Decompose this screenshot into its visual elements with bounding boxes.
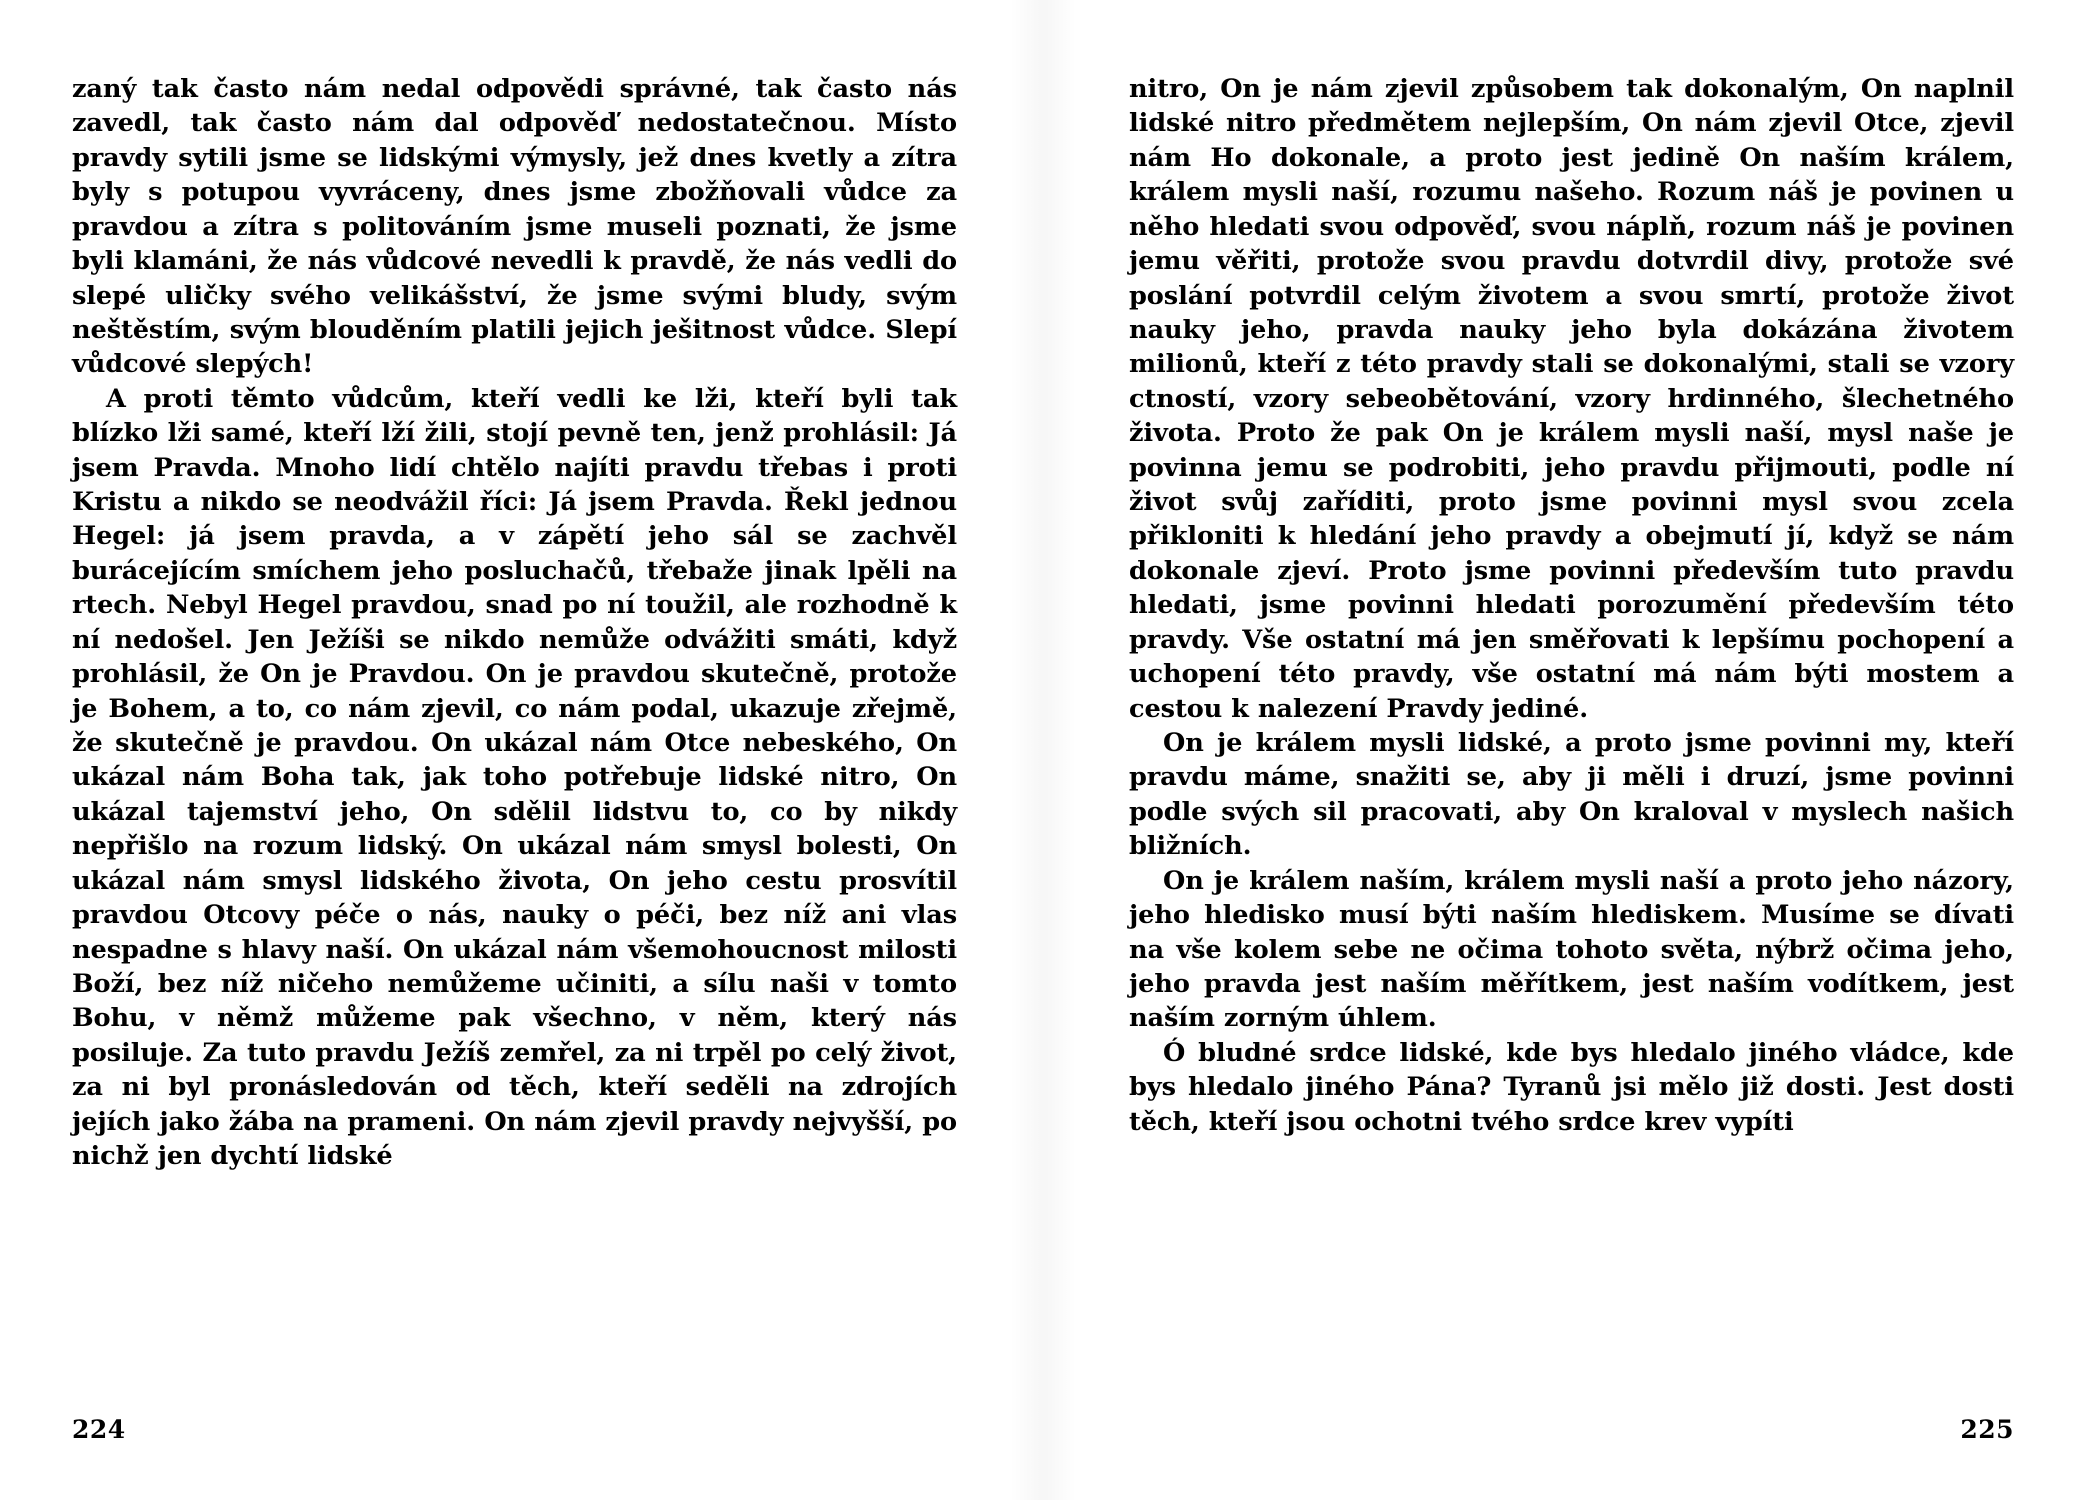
paragraph: nitro, On je nám zjevil způsobem tak dokonalým, On naplnil lidské nitro předmětem nejlepším, On nám zjevil Otce, zjevil nám Ho dokonale, a proto jest jedině On naším králem, králem mysli naší, rozumu našeho. Rozum náš je povinen u něho hledati svou odpověď, svou náplň, rozum náš je povinen jemu věřiti, protože svou pravdu dotvrdil divy, protože své poslání potvrdil celým životem a svou smrtí, protože život nauky jeho, pravda nauky jeho byla dokázána životem milionů, kteří z této pravdy stali se dokonalými, stali se vzory ctností, vzory sebeobětování, vzory hrdinného, šlechetného života. Proto že pak On je králem mysli naší, mysl naše je povinna jemu se podrobiti, jeho pravdu přijmouti, podle ní život svůj zaříditi, proto jsme povinni mysl svou zcela přikloniti k hledání jeho pravdy a obejmutí jí, když se nám dokonale zjeví. Proto jsme povinni především tuto pravdu hledati, jsme povinni hledati porozumění především této pravdy. Vše ostatní má jen směřovati k lepšímu pochopení a uchopení této pravdy, vše ostatní má nám býti mostem a cestou k nalezení Pravdy jediné.	[1129, 74, 2014, 724]
text-column-right	[1129, 72, 2014, 1139]
text-column-left	[72, 72, 957, 1174]
paragraph: On je králem naším, králem mysli naší a proto jeho názory, jeho hledisko musí býti naším hlediskem. Musíme se dívati na vše kolem sebe ne očima tohoto světa, nýbrž očima jeho, jeho pravda jest naším měřítkem, jest naším vodítkem, jest naším zorným úhlem.	[1129, 865, 2014, 1034]
page-number-left: 224	[72, 1415, 126, 1444]
paragraph: zaný tak často nám nedal odpovědi správné, tak často nás zavedl, tak často nám dal odpověď nedostatečnou. Místo pravdy sytili jsme se lidskými výmysly, jež dnes kvetly a zítra byly s potupou vyvráceny, dnes jsme zbožňovali vůdce za pravdou a zítra s politováním jsme museli poznati, že jsme byli klamáni, že nás vůdcové nevedli k pravdě, že nás vedli do slepé uličky svého velikášství, že jsme svými bludy, svým neštěstím, svým blouděním platili jejich ješitnost vůdce. Slepí vůdcové slepých!	[72, 74, 957, 380]
page-number-right: 225	[1960, 1415, 2014, 1444]
paragraph: On je králem mysli lidské, a proto jsme povinni my, kteří pravdu máme, snažiti se, aby ji měli i druzí, jsme povinni podle svých sil pracovati, aby On kraloval v myslech našich bližních.	[1129, 728, 2014, 862]
paragraph: A proti těmto vůdcům, kteří vedli ke lži, kteří byli tak blízko lži samé, kteří lží žili, stojí pevně ten, jenž prohlásil: Já jsem Pravda. Mnoho lidí chtělo najíti pravdu třebas i proti Kristu a nikdo se neodvážil říci: Já jsem Pravda. Řekl jednou Hegel: já jsem pravda, a v zápětí jeho sál se zachvěl burácejícím smíchem jeho posluchačů, třebaže jinak lpěli na rtech. Nebyl Hegel pravdou, snad po ní toužil, ale rozhodně k ní nedošel. Jen Ježíši se nikdo nemůže odvážiti smáti, když prohlásil, že On je Pravdou. On je pravdou skutečně, protože je Bohem, a to, co nám zjevil, co nám podal, ukazuje zřejmě, že skutečně je pravdou. On ukázal nám Otce nebeského, On ukázal nám Boha tak, jak toho potřebuje lidské nitro, On ukázal tajemství jeho, On sdělil lidstvu to, co by nikdy nepřišlo na rozum lidský. On ukázal nám smysl bolesti, On ukázal nám smysl lidského života, On jeho cestu prosvítil pravdou Otcovy péče o nás, nauky o péči, bez níž ani vlas nespadne s hlavy naší. On ukázal nám všemohoucnost milosti Boží, bez níž ničeho nemůžeme učiniti, a sílu naši v tomto Bohu, v němž můžeme pak všechno, v něm, který nás posiluje. Za tuto pravdu Ježíš zemřel, za ni trpěl po celý život, za ni byl pronásledován od těch, kteří seděli na zdrojích jejích jako žába na prameni. On nám zjevil pravdy nejvyšší, po nichž jen dychtí lidské	[72, 383, 957, 1172]
paragraph: Ó bludné srdce lidské, kde bys hledalo jiného vládce, kde bys hledalo jiného Pána? Tyranů jsi mělo již dosti. Jest dosti těch, kteří jsou ochotni tvého srdce krev vypíti	[1129, 1037, 2014, 1137]
page-right	[1043, 0, 2086, 1500]
